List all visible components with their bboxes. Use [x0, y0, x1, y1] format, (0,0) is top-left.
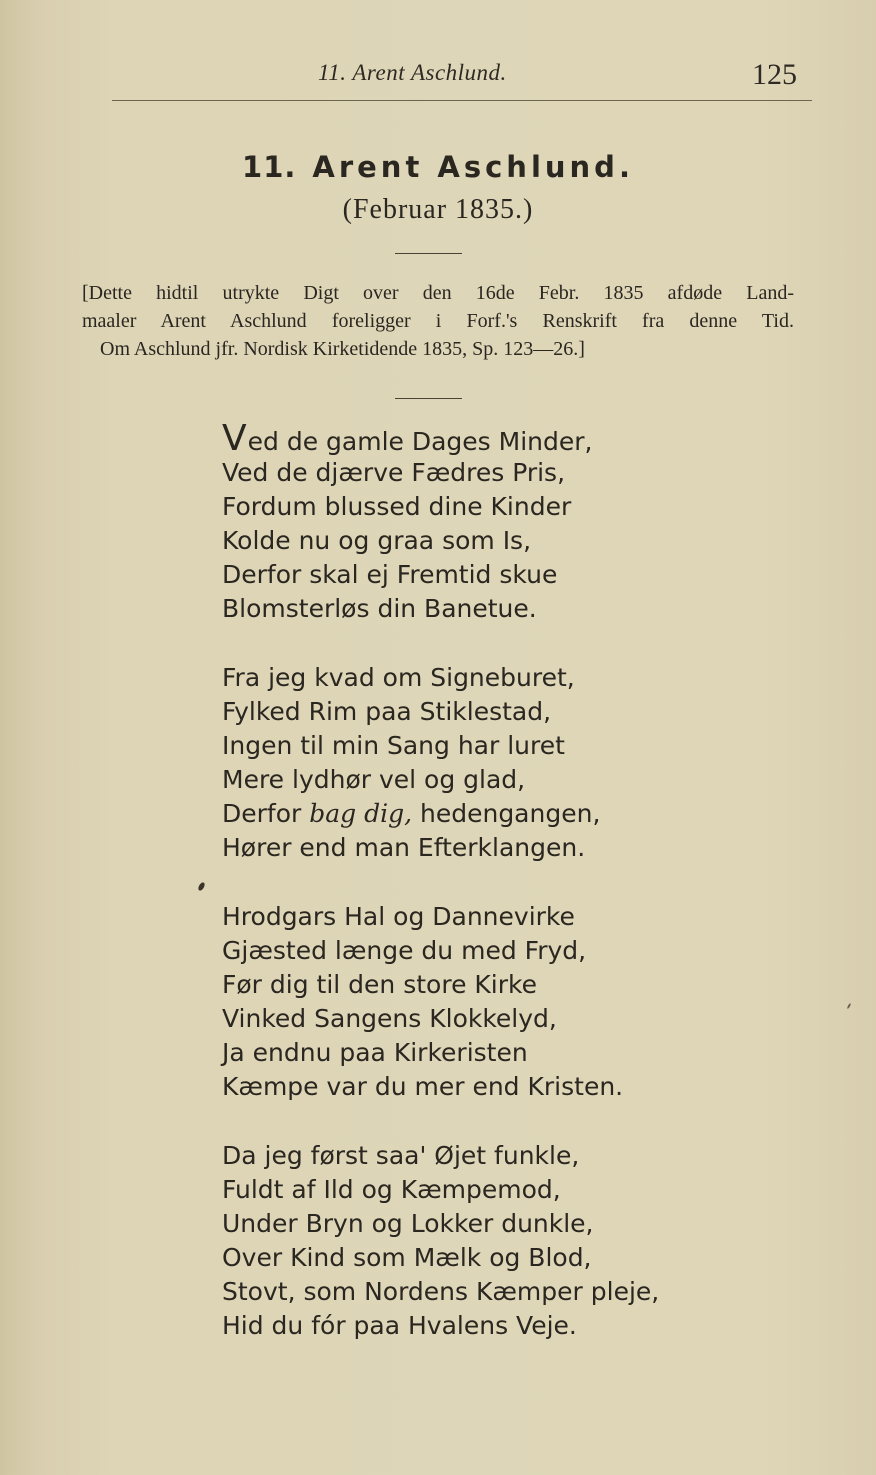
verse-line: [222, 418, 742, 459]
verse-text: hedengangen,: [412, 799, 601, 828]
stanza-3: [222, 900, 742, 1104]
ink-speck: [197, 881, 206, 891]
poem-body: [222, 418, 742, 1343]
italic-phrase: bag dig,: [309, 799, 413, 828]
verse-line: [222, 797, 742, 831]
verse-line: Fuldt af Ild og Kæmpemod,: [222, 1175, 561, 1204]
verse-line: Før dig til den store Kirke: [222, 970, 537, 999]
divider-rule: [395, 253, 462, 254]
poem-heading: [0, 150, 876, 184]
verse-line: Mere lydhør vel og glad,: [222, 765, 526, 794]
verse-line: Kolde nu og graa som Is,: [222, 526, 532, 555]
verse-line: Under Bryn og Lokker dunkle,: [222, 1209, 594, 1238]
verse-line: Gjæsted længe du med Fryd,: [222, 936, 587, 965]
verse-line: Stovt, som Nordens Kæmper pleje,: [222, 1277, 660, 1306]
stanza-4: [222, 1139, 742, 1343]
verse-text: Derfor: [222, 799, 310, 828]
poem-number: 11.: [242, 150, 297, 184]
note-line: Om Aschlund jfr. Nordisk Kirketidende 1835, Sp. 123—26.]: [100, 338, 585, 360]
verse-line: Ja endnu paa Kirkeristen: [222, 1038, 528, 1067]
note-line: [Dette hidtil utrykte Digt over den 16de Febr. 1835 afdøde Land-: [82, 282, 794, 304]
ink-speck: [847, 1003, 852, 1009]
note-line: maaler Arent Aschlund foreligger i Forf.'s Renskrift fra denne Tid.: [82, 310, 794, 332]
verse-line: Hid du fór paa Hvalens Veje.: [222, 1311, 577, 1340]
initial-letter: V: [222, 418, 247, 459]
verse-line: Fra jeg kvad om Signeburet,: [222, 663, 575, 692]
header-rule: [112, 100, 812, 101]
verse-line: Over Kind som Mælk og Blod,: [222, 1243, 592, 1272]
divider-rule: [395, 398, 462, 399]
page-number: 125: [752, 58, 797, 91]
verse-line: Ingen til min Sang har luret: [222, 731, 565, 760]
editorial-note: [82, 279, 794, 363]
verse-line: Ved de djærve Fædres Pris,: [222, 458, 566, 487]
poem-title: Arent Aschlund.: [312, 150, 634, 184]
stanza-1: [222, 418, 742, 626]
verse-line: Derfor skal ej Fremtid skue: [222, 560, 558, 589]
running-head-title: 11. Arent Aschlund.: [318, 60, 507, 85]
verse-line: Hrodgars Hal og Dannevirke: [222, 902, 575, 931]
verse-line: Kæmpe var du mer end Kristen.: [222, 1072, 624, 1101]
stanza-2: [222, 661, 742, 865]
running-head: [0, 58, 876, 98]
verse-text: ed de gamle Dages Minder,: [247, 427, 593, 456]
verse-line: Vinked Sangens Klokkelyd,: [222, 1004, 557, 1033]
verse-line: Da jeg først saa' Øjet funkle,: [222, 1141, 580, 1170]
verse-line: Fordum blussed dine Kinder: [222, 492, 572, 521]
poem-date: (Februar 1835.): [342, 194, 534, 225]
verse-line: Fylked Rim paa Stiklestad,: [222, 697, 552, 726]
verse-line: Hører end man Efterklangen.: [222, 833, 586, 862]
verse-line: Blomsterløs din Banetue.: [222, 594, 537, 623]
